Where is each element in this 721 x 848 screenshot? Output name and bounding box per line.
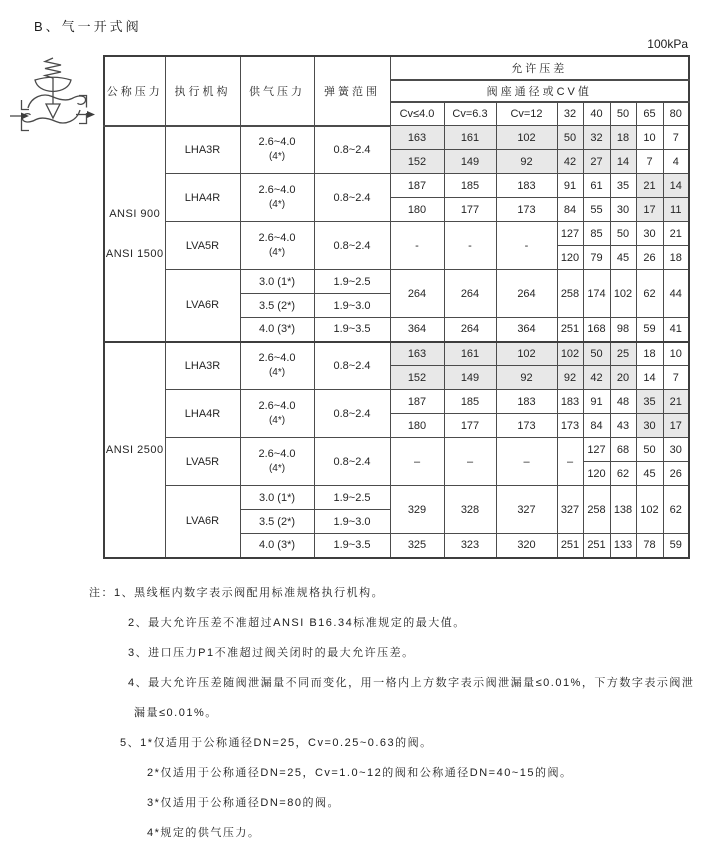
spring-range-cell: 1.9~3.5 [314, 534, 390, 558]
column-header: 公称压力 [104, 56, 165, 126]
supply-pressure-cell: 3.5 (2*) [240, 510, 314, 534]
value-cell: 173 [557, 414, 583, 438]
value-cell: 21 [636, 174, 663, 198]
value-cell: 43 [610, 414, 636, 438]
value-cell: 163 [390, 126, 444, 150]
value-cell: 174 [583, 270, 610, 318]
cv-column-header: Cv=6.3 [444, 102, 496, 126]
value-cell: 78 [636, 534, 663, 558]
spring-range-cell: 1.9~2.5 [314, 486, 390, 510]
value-cell: 32 [583, 126, 610, 150]
value-cell: 149 [444, 366, 496, 390]
value-cell: 102 [636, 486, 663, 534]
note-line: 注：1、黑线框内数字表示阀配用标准规格执行机构。 [89, 587, 385, 599]
value-cell: 187 [390, 390, 444, 414]
value-cell: 258 [583, 486, 610, 534]
spring-range-cell: 0.8~2.4 [314, 438, 390, 486]
value-cell: 183 [496, 390, 557, 414]
supply-pressure-cell: 2.6~4.0 (4*) [240, 126, 314, 174]
value-cell: 59 [663, 534, 689, 558]
value-cell: 120 [583, 462, 610, 486]
value-cell: 102 [557, 342, 583, 366]
value-cell: 133 [610, 534, 636, 558]
table-row [104, 486, 689, 510]
value-cell: 183 [496, 174, 557, 198]
value-cell: 26 [663, 462, 689, 486]
value-cell: - [496, 222, 557, 270]
value-cell: 50 [583, 342, 610, 366]
value-cell: 68 [610, 438, 636, 462]
value-cell: 35 [636, 390, 663, 414]
value-cell: 26 [636, 246, 663, 270]
table-row [104, 438, 689, 462]
value-cell: 251 [557, 534, 583, 558]
spec-table [103, 55, 690, 559]
value-cell: 21 [663, 222, 689, 246]
value-cell: 35 [610, 174, 636, 198]
value-cell: 264 [496, 270, 557, 318]
actuator-cell: LVA5R [165, 222, 240, 270]
supply-pressure-cell: 2.6~4.0 (4*) [240, 222, 314, 270]
value-cell: 328 [444, 486, 496, 534]
value-cell: 27 [583, 150, 610, 174]
value-cell: 364 [496, 318, 557, 342]
actuator-cell: LHA3R [165, 342, 240, 390]
value-cell: 149 [444, 150, 496, 174]
spring-range-cell: 1.9~2.5 [314, 270, 390, 294]
value-cell: 48 [610, 390, 636, 414]
cv-column-header: 50 [610, 102, 636, 126]
value-cell: 18 [636, 342, 663, 366]
spec-table-header [104, 56, 689, 126]
table-row [104, 270, 689, 294]
value-cell: 41 [663, 318, 689, 342]
value-cell: 30 [636, 414, 663, 438]
note-line: 2、最大允许压差不准超过ANSI B16.34标准规定的最大值。 [128, 617, 466, 629]
actuator-cell: LVA6R [165, 486, 240, 558]
outlet-arrow-head [87, 111, 95, 118]
value-cell: 329 [390, 486, 444, 534]
value-cell: 7 [663, 366, 689, 390]
group-header: 允许压差 [390, 56, 689, 80]
value-cell: 102 [610, 270, 636, 318]
valve-body-lower [22, 110, 80, 123]
column-header: 弹簧范围 [314, 56, 390, 126]
value-cell: 327 [557, 486, 583, 534]
value-cell: 10 [636, 126, 663, 150]
spring-range-cell: 0.8~2.4 [314, 174, 390, 222]
value-cell: 4 [663, 150, 689, 174]
column-header: 供气压力 [240, 56, 314, 126]
table-row [104, 342, 689, 366]
value-cell: 102 [496, 126, 557, 150]
note-line: 4、最大允许压差随阀泄漏量不同而变化，用一格内上方数字表示阀泄漏量≤0.01%，下方数字表示阀泄 [128, 677, 695, 689]
value-cell: 61 [583, 174, 610, 198]
value-cell: 30 [636, 222, 663, 246]
supply-pressure-cell: 3.0 (1*) [240, 486, 314, 510]
value-cell: 180 [390, 414, 444, 438]
value-cell: 98 [610, 318, 636, 342]
valve-schematic-icon [8, 57, 102, 187]
value-cell: 173 [496, 414, 557, 438]
value-cell: 264 [444, 270, 496, 318]
supply-pressure-cell: 4.0 (3*) [240, 318, 314, 342]
table-row [104, 222, 689, 246]
value-cell: 14 [636, 366, 663, 390]
value-cell: 120 [557, 246, 583, 270]
value-cell: 92 [496, 150, 557, 174]
flange-upper-left [22, 100, 30, 110]
value-cell: 180 [390, 198, 444, 222]
value-cell: 152 [390, 366, 444, 390]
value-cell: 152 [390, 150, 444, 174]
value-cell: 264 [444, 318, 496, 342]
value-cell: 21 [663, 390, 689, 414]
value-cell: 7 [636, 150, 663, 174]
value-cell: 161 [444, 126, 496, 150]
actuator-cell: LVA6R [165, 270, 240, 342]
value-cell: 127 [557, 222, 583, 246]
pressure-class-cell: ANSI 2500 [104, 342, 165, 558]
note-line: 3、进口压力P1不准超过阀关闭时的最大允许压差。 [128, 647, 415, 659]
column-header: 执行机构 [165, 56, 240, 126]
value-cell: 163 [390, 342, 444, 366]
value-cell: 45 [610, 246, 636, 270]
value-cell: 183 [557, 390, 583, 414]
spring-icon [45, 58, 61, 78]
value-cell: 50 [610, 222, 636, 246]
value-cell: 25 [610, 342, 636, 366]
notes [89, 578, 694, 848]
value-cell: 323 [444, 534, 496, 558]
value-cell: 55 [583, 198, 610, 222]
spring-range-cell: 0.8~2.4 [314, 222, 390, 270]
value-cell: 364 [390, 318, 444, 342]
value-cell: 187 [390, 174, 444, 198]
value-cell: 18 [610, 126, 636, 150]
value-cell: 30 [663, 438, 689, 462]
value-cell: 14 [663, 174, 689, 198]
actuator-cell: LHA4R [165, 174, 240, 222]
supply-pressure-cell: 4.0 (3*) [240, 534, 314, 558]
value-cell: – [390, 438, 444, 486]
value-cell: 320 [496, 534, 557, 558]
value-cell: 92 [496, 366, 557, 390]
actuator-cell: LHA4R [165, 390, 240, 438]
value-cell: 50 [557, 126, 583, 150]
pressure-unit-label: 100kPa [647, 37, 688, 51]
note-line: 2*仅适用于公称通径DN=25，Cv=1.0~12的阀和公称通径DN=40~15的阀。 [147, 767, 573, 779]
value-cell: 84 [583, 414, 610, 438]
spring-range-cell: 0.8~2.4 [314, 390, 390, 438]
value-cell: - [390, 222, 444, 270]
value-cell: 18 [663, 246, 689, 270]
table-row [104, 390, 689, 414]
value-cell: 42 [583, 366, 610, 390]
spec-table-body [104, 126, 689, 558]
actuator-cell: LHA3R [165, 126, 240, 174]
value-cell: 85 [583, 222, 610, 246]
value-cell: 168 [583, 318, 610, 342]
value-cell: 264 [390, 270, 444, 318]
supply-pressure-cell: 2.6~4.0 (4*) [240, 342, 314, 390]
cv-column-header: 65 [636, 102, 663, 126]
cv-column-header: 32 [557, 102, 583, 126]
value-cell: 177 [444, 414, 496, 438]
value-cell: 251 [583, 534, 610, 558]
value-cell: 161 [444, 342, 496, 366]
value-cell: 185 [444, 174, 496, 198]
note-line: 3*仅适用于公称通径DN=80的阀。 [147, 797, 340, 809]
note-line: 4*规定的供气压力。 [147, 827, 261, 839]
note-line: 5、1*仅适用于公称通径DN=25，Cv=0.25~0.63的阀。 [120, 737, 433, 749]
supply-pressure-cell: 2.6~4.0 (4*) [240, 174, 314, 222]
spring-range-cell: 1.9~3.0 [314, 510, 390, 534]
spring-range-cell: 1.9~3.0 [314, 294, 390, 318]
value-cell: 44 [663, 270, 689, 318]
supply-pressure-cell: 3.0 (1*) [240, 270, 314, 294]
table-row [104, 126, 689, 150]
spring-range-cell: 0.8~2.4 [314, 342, 390, 390]
value-cell: 20 [610, 366, 636, 390]
pressure-class-cell: ANSI 900 ANSI 1500 [104, 126, 165, 342]
value-cell: 17 [636, 198, 663, 222]
value-cell: 7 [663, 126, 689, 150]
cv-column-header: Cv=12 [496, 102, 557, 126]
value-cell: 91 [557, 174, 583, 198]
value-cell: 14 [610, 150, 636, 174]
value-cell: – [557, 438, 583, 486]
value-cell: 62 [663, 486, 689, 534]
value-cell: 10 [663, 342, 689, 366]
value-cell: 45 [636, 462, 663, 486]
supply-pressure-cell: 2.6~4.0 (4*) [240, 438, 314, 486]
value-cell: 251 [557, 318, 583, 342]
value-cell: – [496, 438, 557, 486]
table-row [104, 174, 689, 198]
value-cell: 50 [636, 438, 663, 462]
value-cell: 30 [610, 198, 636, 222]
value-cell: 102 [496, 342, 557, 366]
value-cell: 62 [610, 462, 636, 486]
value-cell: 327 [496, 486, 557, 534]
cv-column-header: Cv≤4.0 [390, 102, 444, 126]
value-cell: 84 [557, 198, 583, 222]
spring-range-cell: 0.8~2.4 [314, 126, 390, 174]
note-line: 漏量≤0.01%。 [134, 707, 218, 719]
value-cell: 17 [663, 414, 689, 438]
subgroup-header: 阀座通径或CV值 [390, 80, 689, 102]
value-cell: 79 [583, 246, 610, 270]
value-cell: 11 [663, 198, 689, 222]
value-cell: - [444, 222, 496, 270]
value-cell: 185 [444, 390, 496, 414]
cv-column-header: 80 [663, 102, 689, 126]
plug-triangle-icon [46, 104, 60, 118]
value-cell: 62 [636, 270, 663, 318]
supply-pressure-cell: 2.6~4.0 (4*) [240, 390, 314, 438]
value-cell: 177 [444, 198, 496, 222]
valve-body-upper [28, 95, 86, 108]
value-cell: – [444, 438, 496, 486]
value-cell: 59 [636, 318, 663, 342]
value-cell: 325 [390, 534, 444, 558]
spring-range-cell: 1.9~3.5 [314, 318, 390, 342]
page-title: B、气一开式阀 [34, 19, 142, 34]
value-cell: 127 [583, 438, 610, 462]
actuator-cell: LVA5R [165, 438, 240, 486]
value-cell: 42 [557, 150, 583, 174]
value-cell: 258 [557, 270, 583, 318]
supply-pressure-cell: 3.5 (2*) [240, 294, 314, 318]
value-cell: 138 [610, 486, 636, 534]
value-cell: 91 [583, 390, 610, 414]
value-cell: 173 [496, 198, 557, 222]
value-cell: 92 [557, 366, 583, 390]
cv-column-header: 40 [583, 102, 610, 126]
